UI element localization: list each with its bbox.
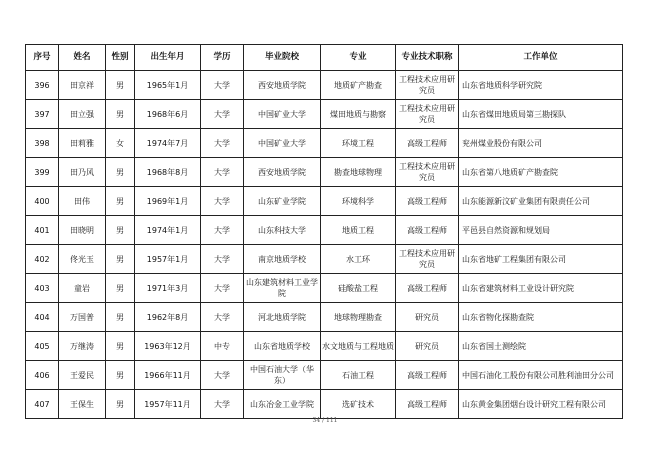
table-row <box>26 332 623 361</box>
cell-gender: 男 <box>106 158 135 187</box>
cell-major: 硅酸盐工程 <box>321 274 396 303</box>
cell-title: 高级工程师 <box>396 216 459 245</box>
cell-gender: 男 <box>106 390 135 419</box>
cell-index: 396 <box>26 71 59 100</box>
cell-major: 煤田地质与勘察 <box>321 100 396 129</box>
header-employer: 工作单位 <box>459 45 623 71</box>
cell-school: 中国矿业大学 <box>244 100 321 129</box>
cell-name: 万国普 <box>59 303 106 332</box>
cell-education: 中专 <box>201 332 244 361</box>
cell-index: 405 <box>26 332 59 361</box>
cell-index: 406 <box>26 361 59 390</box>
cell-birth: 1966年11月 <box>135 361 201 390</box>
cell-index: 403 <box>26 274 59 303</box>
cell-title: 高级工程师 <box>396 187 459 216</box>
cell-birth: 1957年11月 <box>135 390 201 419</box>
header-title: 专业技术职称 <box>396 45 459 71</box>
cell-birth: 1974年7月 <box>135 129 201 158</box>
cell-school: 山东科技大学 <box>244 216 321 245</box>
cell-birth: 1969年1月 <box>135 187 201 216</box>
cell-index: 404 <box>26 303 59 332</box>
cell-title: 工程技术应用研究员 <box>396 158 459 187</box>
header-school: 毕业院校 <box>244 45 321 71</box>
cell-name: 王爱民 <box>59 361 106 390</box>
table-row <box>26 158 623 187</box>
cell-gender: 男 <box>106 332 135 361</box>
cell-major: 环境工程 <box>321 129 396 158</box>
cell-name: 田京祥 <box>59 71 106 100</box>
cell-major: 石油工程 <box>321 361 396 390</box>
cell-title: 工程技术应用研究员 <box>396 100 459 129</box>
cell-education: 大学 <box>201 71 244 100</box>
cell-index: 397 <box>26 100 59 129</box>
cell-title: 高级工程师 <box>396 361 459 390</box>
cell-index: 399 <box>26 158 59 187</box>
cell-employer: 平邑县自然资源和规划局 <box>459 216 623 245</box>
header-education: 学历 <box>201 45 244 71</box>
table-row <box>26 129 623 158</box>
table-header-row <box>26 45 623 71</box>
cell-birth: 1968年8月 <box>135 158 201 187</box>
cell-employer: 山东省物化探勘查院 <box>459 303 623 332</box>
cell-major: 选矿技术 <box>321 390 396 419</box>
cell-birth: 1957年1月 <box>135 245 201 274</box>
cell-birth: 1963年12月 <box>135 332 201 361</box>
cell-employer: 兖州煤业股份有限公司 <box>459 129 623 158</box>
cell-education: 大学 <box>201 100 244 129</box>
cell-name: 王保生 <box>59 390 106 419</box>
cell-employer: 山东省地矿工程集团有限公司 <box>459 245 623 274</box>
personnel-table <box>25 44 623 419</box>
cell-school: 西安地质学院 <box>244 71 321 100</box>
cell-index: 400 <box>26 187 59 216</box>
cell-birth: 1968年6月 <box>135 100 201 129</box>
cell-major: 水工环 <box>321 245 396 274</box>
cell-school: 山东矿业学院 <box>244 187 321 216</box>
cell-education: 大学 <box>201 129 244 158</box>
cell-school: 西安地质学院 <box>244 158 321 187</box>
cell-school: 南京地质学校 <box>244 245 321 274</box>
cell-birth: 1974年1月 <box>135 216 201 245</box>
cell-gender: 男 <box>106 216 135 245</box>
cell-name: 佟光玉 <box>59 245 106 274</box>
table-row <box>26 274 623 303</box>
cell-index: 407 <box>26 390 59 419</box>
cell-birth: 1962年8月 <box>135 303 201 332</box>
cell-school: 山东建筑材料工业学院 <box>244 274 321 303</box>
cell-major: 水文地质与工程地质 <box>321 332 396 361</box>
page-number: 34 / 111 <box>312 417 338 424</box>
cell-gender: 男 <box>106 187 135 216</box>
cell-education: 大学 <box>201 158 244 187</box>
cell-employer: 山东省第八地质矿产勘查院 <box>459 158 623 187</box>
cell-employer: 山东省建筑材料工业设计研究院 <box>459 274 623 303</box>
cell-employer: 中国石油化工股份有限公司胜利油田分公司 <box>459 361 623 390</box>
cell-gender: 男 <box>106 274 135 303</box>
table-body <box>26 71 623 419</box>
table-row <box>26 187 623 216</box>
table-row <box>26 71 623 100</box>
cell-gender: 男 <box>106 100 135 129</box>
cell-gender: 男 <box>106 245 135 274</box>
table-row <box>26 303 623 332</box>
cell-major: 地球物理勘查 <box>321 303 396 332</box>
cell-name: 田莉雅 <box>59 129 106 158</box>
cell-birth: 1965年1月 <box>135 71 201 100</box>
cell-name: 田伟 <box>59 187 106 216</box>
cell-education: 大学 <box>201 274 244 303</box>
cell-major: 地质工程 <box>321 216 396 245</box>
cell-school: 山东冶金工业学院 <box>244 390 321 419</box>
cell-name: 童岩 <box>59 274 106 303</box>
cell-education: 大学 <box>201 245 244 274</box>
cell-gender: 男 <box>106 303 135 332</box>
cell-education: 大学 <box>201 216 244 245</box>
table-row <box>26 390 623 419</box>
header-birth: 出生年月 <box>135 45 201 71</box>
cell-name: 田立强 <box>59 100 106 129</box>
cell-title: 研究员 <box>396 332 459 361</box>
cell-education: 大学 <box>201 390 244 419</box>
cell-index: 398 <box>26 129 59 158</box>
table-row <box>26 100 623 129</box>
cell-index: 402 <box>26 245 59 274</box>
cell-employer: 山东省地质科学研究院 <box>459 71 623 100</box>
cell-education: 大学 <box>201 361 244 390</box>
header-name: 姓名 <box>59 45 106 71</box>
table-row <box>26 245 623 274</box>
cell-major: 环境科学 <box>321 187 396 216</box>
cell-name: 田乃风 <box>59 158 106 187</box>
cell-school: 山东省地质学校 <box>244 332 321 361</box>
cell-title: 高级工程师 <box>396 274 459 303</box>
cell-gender: 女 <box>106 129 135 158</box>
cell-education: 大学 <box>201 303 244 332</box>
cell-employer: 山东能源新汶矿业集团有限责任公司 <box>459 187 623 216</box>
cell-school: 中国矿业大学 <box>244 129 321 158</box>
cell-name: 田晓明 <box>59 216 106 245</box>
cell-birth: 1971年3月 <box>135 274 201 303</box>
cell-employer: 山东省国土测绘院 <box>459 332 623 361</box>
cell-title: 高级工程师 <box>396 129 459 158</box>
cell-title: 工程技术应用研究员 <box>396 71 459 100</box>
cell-major: 勘查地球物理 <box>321 158 396 187</box>
header-gender: 性别 <box>106 45 135 71</box>
cell-major: 地质矿产勘查 <box>321 71 396 100</box>
table-row <box>26 216 623 245</box>
cell-employer: 山东省煤田地质局第三勘探队 <box>459 100 623 129</box>
cell-index: 401 <box>26 216 59 245</box>
cell-gender: 男 <box>106 71 135 100</box>
cell-education: 大学 <box>201 187 244 216</box>
cell-school: 中国石油大学（华东） <box>244 361 321 390</box>
header-index: 序号 <box>26 45 59 71</box>
cell-gender: 男 <box>106 361 135 390</box>
header-major: 专业 <box>321 45 396 71</box>
cell-name: 万继涛 <box>59 332 106 361</box>
cell-employer: 山东黄金集团烟台设计研究工程有限公司 <box>459 390 623 419</box>
cell-title: 高级工程师 <box>396 390 459 419</box>
cell-title: 研究员 <box>396 303 459 332</box>
table-row <box>26 361 623 390</box>
cell-title: 工程技术应用研究员 <box>396 245 459 274</box>
cell-school: 河北地质学院 <box>244 303 321 332</box>
